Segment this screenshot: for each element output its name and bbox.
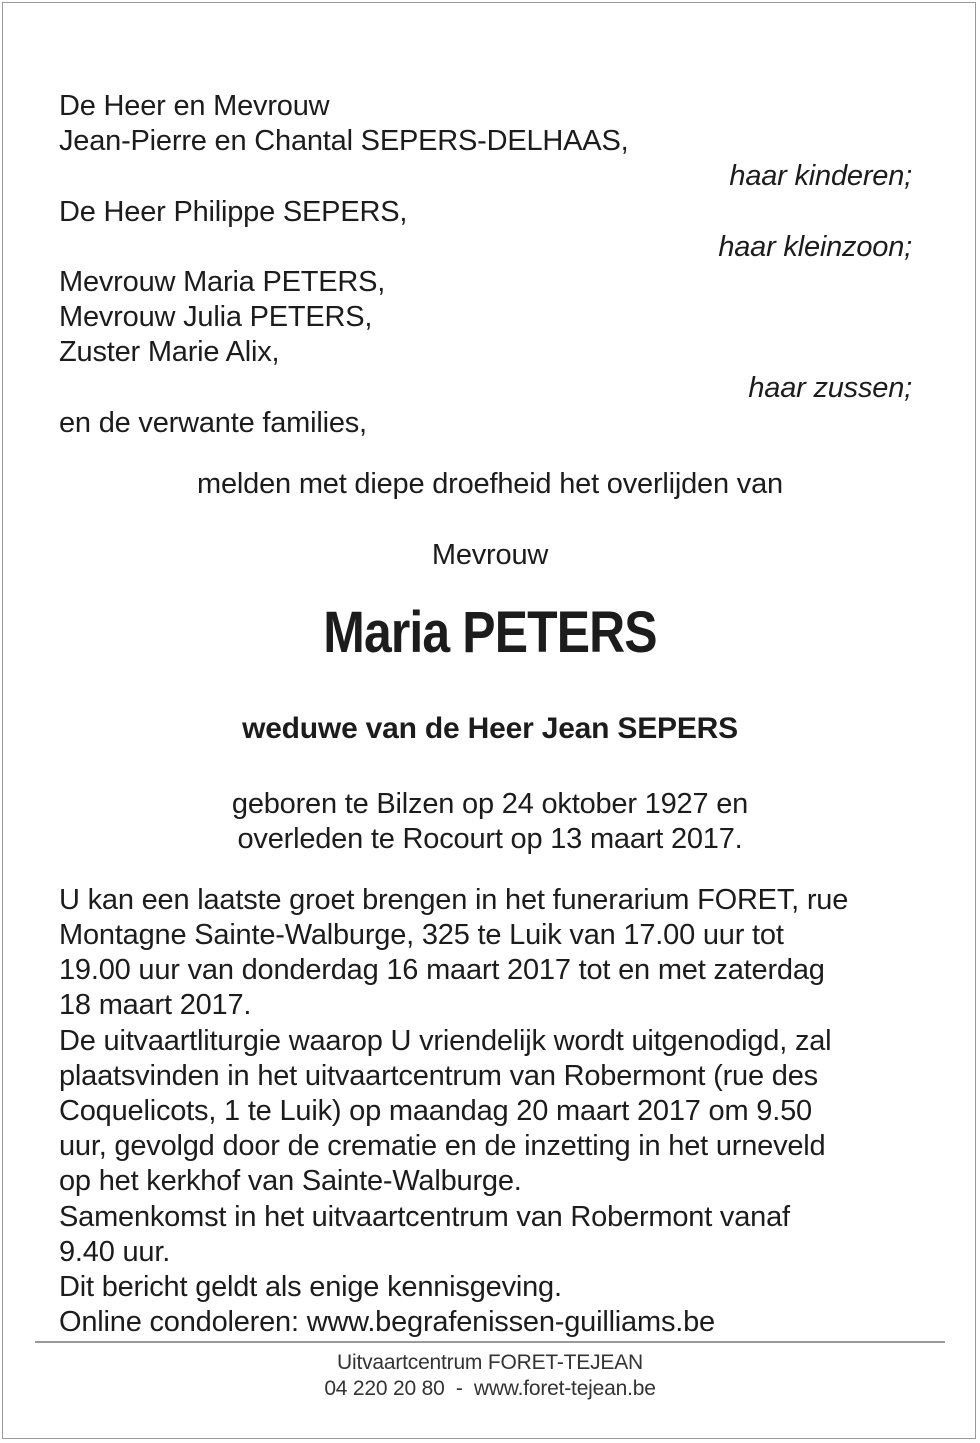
family-line-5: Mevrouw Julia PETERS, — [59, 301, 373, 333]
online-condolences-line: Online condoleren: www.begrafenissen-guilliams.be — [59, 1306, 715, 1338]
footer-divider — [35, 1341, 945, 1343]
body-line: U kan een laatste groet brengen in het funerarium FORET, rue — [59, 884, 849, 916]
body-line: 18 maart 2017. — [59, 989, 252, 1021]
body-line: 19.00 uur van donderdag 16 maart 2017 tot en met zaterdag — [59, 954, 825, 986]
family-line-3: De Heer Philippe SEPERS, — [59, 196, 408, 228]
title-prefix: Mevrouw — [431, 539, 549, 571]
body-line: Samenkomst in het uitvaartcentrum van Robermont vanaf — [59, 1201, 790, 1233]
body-line: 9.40 uur. — [59, 1236, 171, 1268]
body-line: Montagne Sainte-Walburge, 325 te Luik van 17.00 uur tot — [59, 919, 784, 951]
family-role-grandson: haar kleinzoon; — [718, 231, 912, 263]
body-line: plaatsvinden in het uitvaartcentrum van Robermont (rue des — [59, 1060, 818, 1092]
body-line: op het kerkhof van Sainte-Walburge. — [59, 1165, 522, 1197]
body-line: Coquelicots, 1 te Luik) op maandag 20 maart 2017 om 9.50 — [59, 1095, 812, 1127]
family-line-2: Jean-Pierre en Chantal SEPERS-DELHAAS, — [59, 125, 629, 157]
body-line: De uitvaartliturgie waarop U vriendelijk wordt uitgenodigd, zal — [59, 1025, 832, 1057]
family-line-1: De Heer en Mevrouw — [59, 90, 330, 122]
announcement-text: melden met diepe droefheid het overlijden van — [197, 468, 783, 500]
birth-line: geboren te Bilzen op 24 oktober 1927 en — [231, 788, 749, 820]
footer-contact: 04 220 20 80 - www.foret-tejean.be — [324, 1377, 656, 1400]
family-line-4: Mevrouw Maria PETERS, — [59, 266, 386, 298]
deceased-name: Maria PETERS — [323, 600, 657, 665]
footer-company: Uitvaartcentrum FORET-TEJEAN — [337, 1351, 643, 1374]
body-line: uur, gevolgd door de crematie en de inzetting in het urneveld — [59, 1130, 826, 1162]
family-role-sisters: haar zussen; — [748, 372, 912, 404]
family-line-7: en de verwante families, — [59, 407, 367, 439]
death-line: overleden te Rocourt op 13 maart 2017. — [237, 823, 743, 855]
family-line-6: Zuster Marie Alix, — [59, 336, 280, 368]
family-role-children: haar kinderen; — [729, 160, 912, 192]
body-line: Dit bericht geldt als enige kennisgeving. — [59, 1271, 562, 1303]
widow-of: weduwe van de Heer Jean SEPERS — [242, 712, 738, 745]
